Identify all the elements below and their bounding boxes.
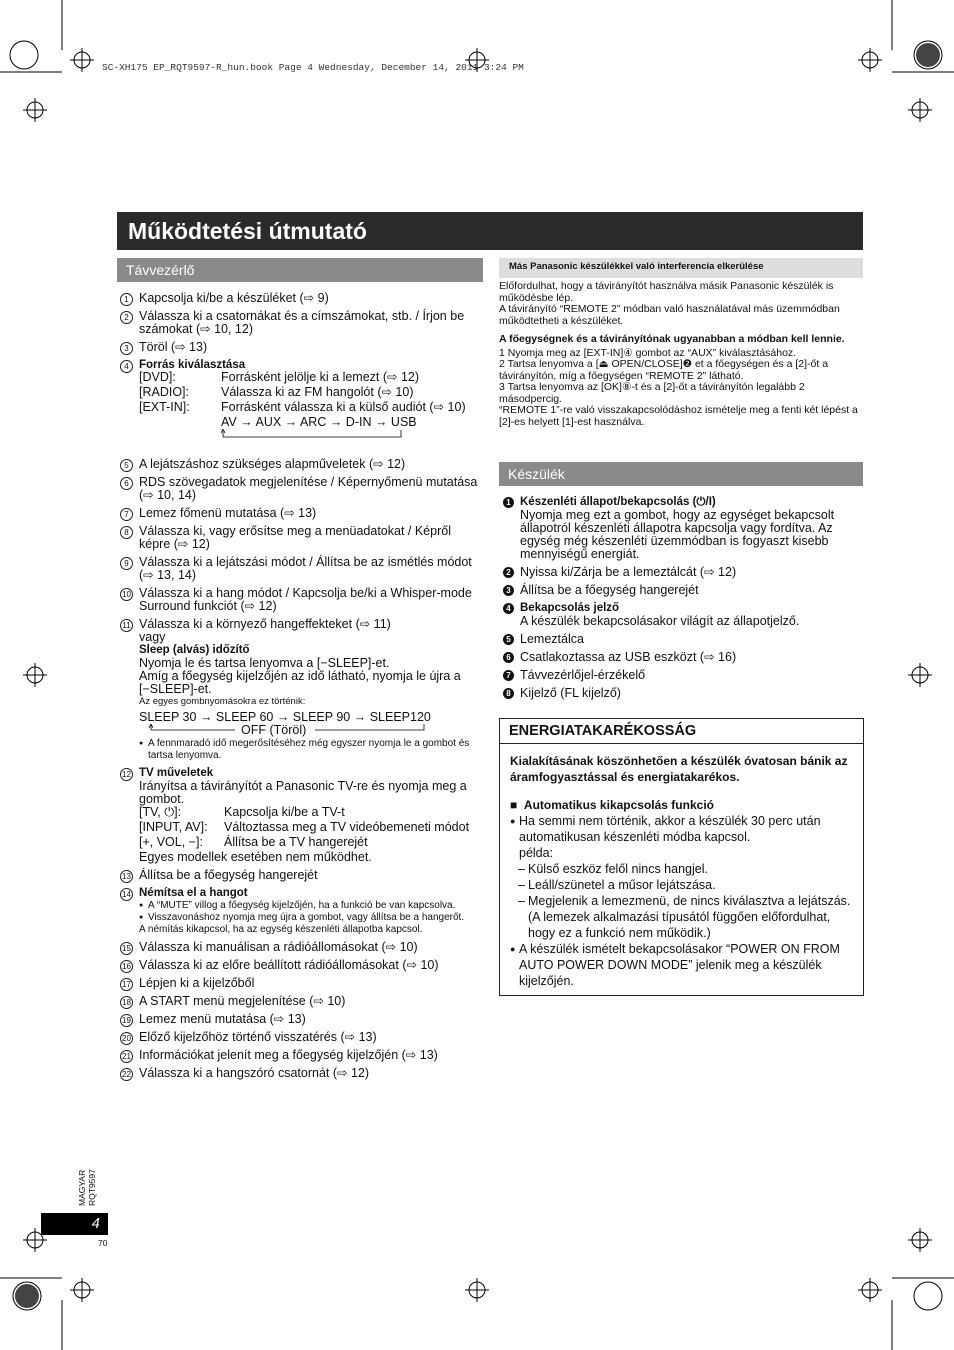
- list-item: 18 A START menü megjelenítése (⇨ 10): [120, 995, 482, 1008]
- interference-text: Előfordulhat, hogy a távirányítót használva másik Panasonic készülék is működésbe lép. A távirányító “REMOTE 2” módban való használatával más üzemmódban működtetheti a készüléket.: [499, 280, 840, 327]
- list-item: 4 Bekapcsolás jelző A készülék bekapcsolásakor világít az állapotjelző.: [499, 602, 863, 628]
- tv-row: [+, VOL, −]: Állítsa be a TV hangerejét: [139, 835, 368, 849]
- interference-heading: Más Panasonic készülékkel való interferencia elkerülése: [509, 261, 764, 272]
- energy-box: [499, 718, 864, 996]
- source-select-item: 4 Forrás kiválasztása [DVD]: Forrásként jelölje ki a lemezt (⇨ 12) [RADIO]: Válassza ki az FM hangolót (⇨ 10) [EXT-IN]: Forrásként válassza ki a külső audiót (⇨ 10) AV → AUX → ARC → D-IN → USB: [120, 359, 482, 439]
- list-item: 3 Állítsa be a főegység hangerejét: [499, 584, 863, 597]
- device-heading: Készülék: [508, 466, 565, 482]
- loop-arrow: [221, 429, 481, 439]
- device-section-header: [499, 462, 863, 486]
- remote-list: [120, 292, 482, 1085]
- list-item: 7 Távvezérlőjel-érzékelő: [499, 669, 863, 682]
- interference-header: [499, 258, 863, 278]
- footer-small-number: 70: [98, 1238, 108, 1248]
- source-row: [DVD]: Forrásként jelölje ki a lemezt (⇨ 12): [139, 370, 420, 384]
- tv-operations-item: 12 TV műveletek Irányítsa a távirányítót a Panasonic TV-re és nyomja meg a gombot. [TV, ⏻]: Kapcsolja ki/be a TV-t [INPUT, AV]: Változtassa meg a TV videóbemeneti módot [+, VOL, −]: Állítsa be a TV hangerejét Egyes modellek esetében nem működhet.: [120, 767, 482, 864]
- remote-section-header: [117, 258, 483, 282]
- list-item: 1 Készenléti állapot/bekapcsolás (⏻/I) Nyomja meg ezt a gombot, hogy az egységet bekapcsolt állapotról készenléti állapotra kapcsolja vagy fordítva. Az egység még készenléti üzemmódban is fogyaszt kisebb mennyiségű energiát.: [499, 496, 863, 561]
- list-item: 6 RDS szövegadatok megjelenítése / Képernyőmenü mutatása (⇨ 10, 14): [120, 476, 482, 502]
- list-item: 13 Állítsa be a főegység hangerejét: [120, 869, 482, 882]
- list-item: 2 Nyissa ki/Zárja be a lemeztálcát (⇨ 12): [499, 566, 863, 579]
- device-list: [499, 496, 863, 705]
- tv-row: [TV, ⏻]: Kapcsolja ki/be a TV-t: [139, 805, 345, 819]
- list-item: 9 Válassza ki a lejátszási módot / Állítsa be az ismétlés módot (⇨ 13, 14): [120, 556, 482, 582]
- page-number: 4: [91, 1215, 100, 1232]
- list-item: 16 Válassza ki az előre beállított rádióállomásokat (⇨ 10): [120, 959, 482, 972]
- energy-body: Kialakításának köszönhetően a készülék óvatosan bánik az áramfogyasztással és energiatakarékos. ■ Automatikus kikapcsolás funkció ● Ha semmi nem történik, akkor a készülék 30 perc után automatikusan készenléti módba kapcsol. példa: – Külső eszköz felől nincs hangjel. – Leáll/szünetel a műsor lejátszása. – Megjelenik a lemezmenü, de nincs kiválasztva a lejátszás. (A lemezek alkalmazási típusától függően előfordulhat, hogy ez a funkció nem működik.) ● A készülék ismételt bekapcsolásakor “POWER ON FROM AUTO POWER DOWN MODE” jelenik meg a készülék kijelzőjén.: [500, 744, 863, 998]
- page-number-box: [41, 1213, 108, 1235]
- footer-vertical-labels: MAGYAR RQT9597: [77, 1169, 97, 1206]
- list-item: 15 Válassza ki manuálisan a rádióállomásokat (⇨ 10): [120, 941, 482, 954]
- interference-note: “REMOTE 1”-re való visszakapcsolódáshoz ismételje meg a fenti két lépést a [2]-es helyett [1]-est használva.: [499, 404, 858, 428]
- list-item: 20 Előző kijelzőhöz történő visszatérés (⇨ 13): [120, 1031, 482, 1044]
- list-item: 8 Kijelző (FL kijelző): [499, 687, 863, 700]
- print-header-line: SC-XH175 EP_RQT9597-R_hun.book Page 4 Wednesday, December 14, 2011 3:24 PM: [102, 62, 524, 73]
- interference-body: Előfordulhat, hogy a távirányítót használva másik Panasonic készülék is működésbe lép. A távirányító “REMOTE 2” módban való használatával más üzemmódban működtetheti a készüléket. A főegységnek és a távirányítónak ugyanabban a módban kell lennie. 1 Nyomja meg az [EXT-IN]④ gombot az “AUX” kiválasztásához. 2 Tartsa lenyomva a [⏏ OPEN/CLOSE]❷ et a főegységen és a [2]-őt a távirányítón, míg a főegységen “REMOTE 2” látható. 3 Tartsa lenyomva az [OK]⑧-t és a [2]-őt a távirányítón legalább 2 másodpercig. “REMOTE 1”-re való visszakapcsolódáshoz ismételje meg a fenti két lépést a [2]-es helyett [1]-est használva.: [499, 281, 863, 428]
- list-item: 6 Csatlakoztassa az USB eszközt (⇨ 16): [499, 651, 863, 664]
- list-item: 2 Válassza ki a csatornákat és a címszámokat, stb. / Írjon be számokat (⇨ 10, 12): [120, 310, 482, 336]
- list-item: 21 Információkat jelenít meg a főegység kijelzőjén (⇨ 13): [120, 1049, 482, 1062]
- list-item: 3 Töröl (⇨ 13): [120, 341, 482, 354]
- list-item: 8 Válassza ki, vagy erősítse meg a menüadatokat / Képről képre (⇨ 12): [120, 525, 482, 551]
- mute-item: 14 Némítsa el a hangot ● A “MUTE” villog a főegység kijelzőjén, ha a funkció be van kapcsolva. ● Visszavonáshoz nyomja meg újra a gombot, vagy állítsa be a hangerőt. A némítás kikapcsol, ha az egység készenléti állapotba kapcsol.: [120, 887, 482, 936]
- sleep-loop: OFF (Töröl): [139, 724, 482, 738]
- list-item: 7 Lemez főmenü mutatása (⇨ 13): [120, 507, 482, 520]
- step: 1 Nyomja meg az [EXT-IN]④ gombot az “AUX” kiválasztásához.: [499, 346, 797, 359]
- list-item: 5 Lemeztálca: [499, 633, 863, 646]
- list-item: 17 Lépjen ki a kijelzőből: [120, 977, 482, 990]
- surround-sleep-item: 11 Válassza ki a környező hangeffekteket (⇨ 11) vagy Sleep (alvás) időzítő Nyomja le és tartsa lenyomva a [−SLEEP]-et. Amíg a főegység kijelzőjén az idő látható, nyomja le újra a [−SLEEP]-et. Az egyes gombnyomásokra ez történik: SLEEP 30 → SLEEP 60 → SLEEP 90 → SLEEP120 OFF (Töröl) ● A fennmaradó idő megerősítéséhez még egyszer nyomja le a gombot és tartsa lenyomva.: [120, 618, 482, 762]
- energy-heading: ENERGIATAKARÉKOSSÁG: [500, 719, 863, 744]
- energy-subheading: ■ Automatikus kikapcsolás funkció: [510, 798, 714, 812]
- source-row: [EXT-IN]: Forrásként válassza ki a külső audiót (⇨ 10): [139, 400, 466, 414]
- list-item: 10 Válassza ki a hang módot / Kapcsolja be/ki a Whisper-mode Surround funkciót (⇨ 12): [120, 587, 482, 613]
- list-item: 1 Kapcsolja ki/be a készüléket (⇨ 9): [120, 292, 482, 305]
- tv-row: [INPUT, AV]: Változtassa meg a TV videóbemeneti módot: [139, 820, 470, 834]
- page-title-bar: [117, 212, 863, 250]
- source-chain: AV → AUX → ARC → D-IN → USB: [221, 415, 417, 429]
- list-item: 5 A lejátszáshoz szükséges alapműveletek (⇨ 12): [120, 458, 482, 471]
- step: 2 Tartsa lenyomva a [⏏ OPEN/CLOSE]❷ et a főegységen és a [2]-őt a távirányítón, míg a főegységen “REMOTE 2” látható.: [499, 358, 829, 382]
- source-row: [RADIO]: Válassza ki az FM hangolót (⇨ 10): [139, 385, 414, 399]
- remote-heading: Távvezérlő: [126, 262, 195, 278]
- page-title: Működtetési útmutató: [128, 218, 367, 244]
- step: 3 Tartsa lenyomva az [OK]⑧-t és a [2]-őt a távirányítón legalább 2 másodpercig.: [499, 381, 805, 405]
- list-item: 22 Válassza ki a hangszóró csatornát (⇨ 12): [120, 1067, 482, 1080]
- list-item: 19 Lemez menü mutatása (⇨ 13): [120, 1013, 482, 1026]
- sleep-chain: SLEEP 30 → SLEEP 60 → SLEEP 90 → SLEEP120: [139, 710, 431, 724]
